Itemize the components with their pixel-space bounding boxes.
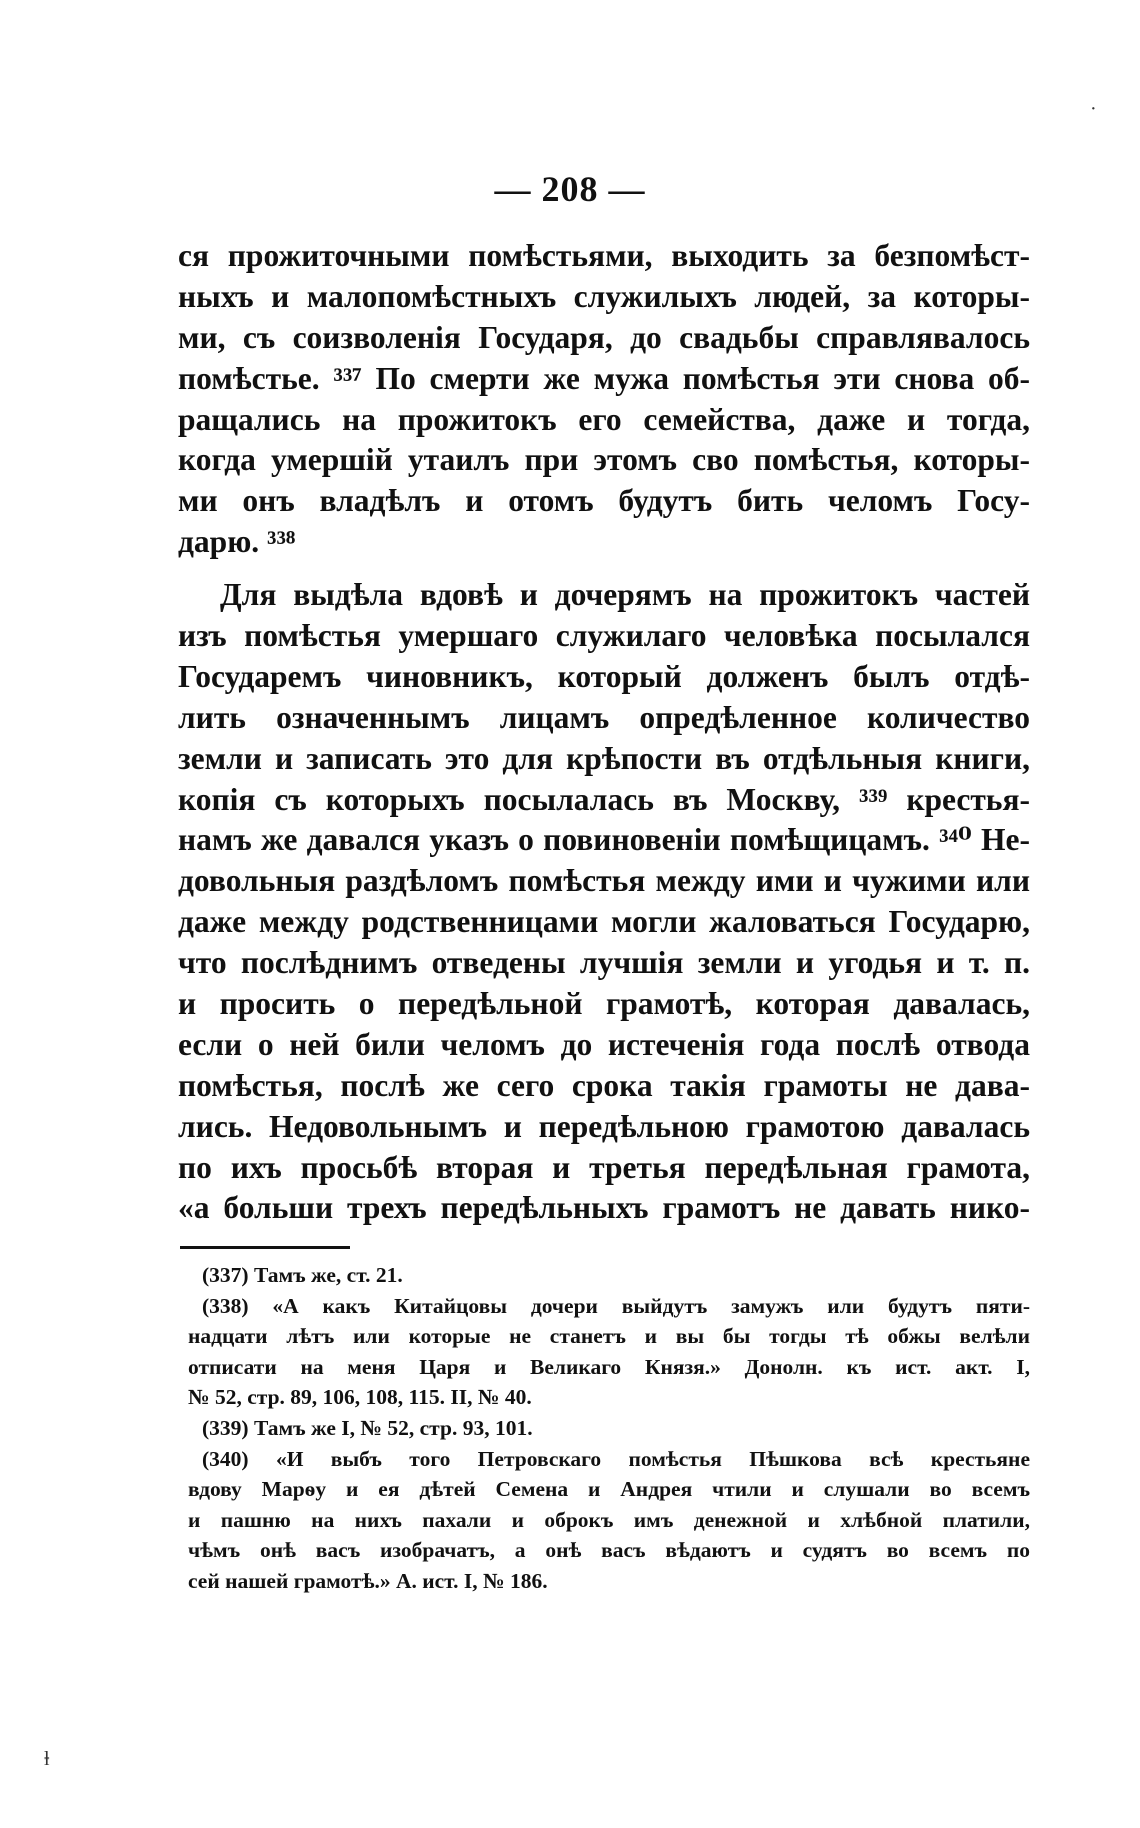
text-line: и просить о передѣльной грамотѣ, которая давалась, <box>178 986 1030 1022</box>
text-line: даже между родственницами могли жаловаться Государю, <box>178 904 1030 940</box>
footnote-line: отписати на меня Царя и Великаго Князя.» Донолн. къ ист. акт. I, <box>188 1354 1030 1379</box>
footnote-line: (337) Тамъ же, ст. 21. <box>202 1263 403 1287</box>
text-line: лись. Недовольнымъ и передѣльною грамотою давалась <box>178 1108 1030 1144</box>
text-line: помѣстья, послѣ же сего срока такія грамоты не дава- <box>178 1067 1030 1103</box>
footnote-line: надцати лѣтъ или которые не станетъ и вы бы тогды тѣ обжы велѣли <box>188 1324 1030 1349</box>
footnote-line: (338) «А какъ Китайцовы дочери выйдутъ замужъ или будутъ пяти- <box>202 1293 1030 1318</box>
scan-speck: ⱡ <box>44 1748 50 1770</box>
page-number: — 208 — <box>494 169 646 209</box>
footnote-line: вдову Марѳу и ея дѣтей Семена и Андрея чтили и слушали во всемъ <box>188 1477 1030 1502</box>
footnote-line: сей нашей грамотѣ.» А. ист. I, № 186. <box>188 1568 548 1593</box>
text-line: земли и записать это для крѣпости въ отдѣльныя книги, <box>178 740 1030 776</box>
text-line: что послѣднимъ отведены лучшія земли и угодья и т. п. <box>178 945 1030 981</box>
paragraph-gap <box>178 563 1030 575</box>
text-line: лить означеннымъ лицамъ опредѣленное количество <box>178 699 1030 735</box>
footnote-line: и пашню на нихъ пахали и оброкъ имъ денежной и хлѣбной платили, <box>188 1507 1030 1532</box>
text-line: ся прожиточными помѣстьями, выходить за безпомѣст- <box>178 238 1030 273</box>
text-line: ми, съ соизволенія Государя, до свадьбы справлявалось <box>178 319 1030 355</box>
text-line: дарю. ³³⁸ <box>178 524 296 560</box>
scan-speck: · <box>1090 98 1097 120</box>
text-line: ми онъ владѣлъ и отомъ будутъ бить челомъ Госу- <box>178 483 1030 519</box>
text-line: если о ней били челомъ до истеченія года послѣ отвода <box>178 1026 1030 1062</box>
footnote-line: (340) «И выбъ того Петровскаго помѣстья Пѣшкова всѣ крестьяне <box>202 1446 1030 1471</box>
text-line: помѣстье. ³³⁷ По смерти же мужа помѣстья эти снова об- <box>178 360 1030 396</box>
footnote-line: чѣмъ онѣ васъ изобрачатъ, а онѣ васъ вѣдаютъ и судятъ во всемъ по <box>188 1538 1030 1563</box>
text-line: «а больши трехъ передѣльныхъ грамотъ не давать нико- <box>178 1190 1030 1226</box>
text-line: ныхъ и малопомѣстныхъ служилыхъ людей, за которы- <box>178 278 1030 314</box>
text-line: довольныя раздѣломъ помѣстья между ими и чужими или <box>178 863 1030 899</box>
text-line: Для выдѣла вдовѣ и дочерямъ на прожитокъ частей <box>220 577 1030 613</box>
text-line: намъ же давался указъ о повиновеніи помѣщицамъ. ³⁴⁰ Не- <box>178 822 1030 858</box>
text-line: когда умершій утаилъ при этомъ сво помѣстья, которы- <box>178 442 1030 478</box>
text-line: по ихъ просьбѣ вторая и третья передѣльная грамота, <box>178 1149 1030 1185</box>
footnote-divider <box>180 1246 350 1249</box>
text-line: копія съ которыхъ посылалась въ Москву, ³³⁹ крестья- <box>178 781 1030 817</box>
footnote-line: № 52, стр. 89, 106, 108, 115. II, № 40. <box>188 1385 532 1410</box>
text-line: ращались на прожитокъ его семейства, даже и тогда, <box>178 401 1030 437</box>
text-line: Государемъ чиновникъ, который долженъ былъ отдѣ- <box>178 658 1030 694</box>
footnotes <box>188 1260 1030 1597</box>
main-text <box>178 236 1030 1229</box>
footnote-line: (339) Тамъ же I, № 52, стр. 93, 101. <box>202 1415 533 1440</box>
text-line: изъ помѣстья умершаго служилаго человѣка посылался <box>178 618 1030 654</box>
